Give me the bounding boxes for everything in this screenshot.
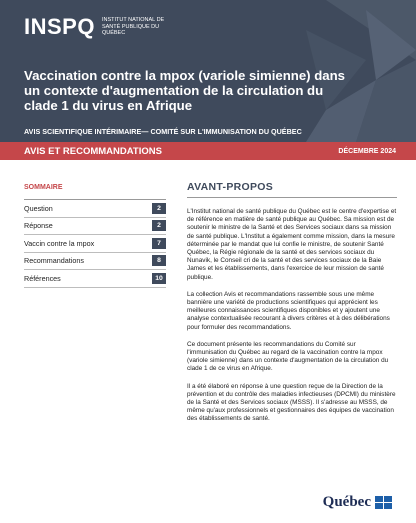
paragraph: Ce document présente les recommandations du Comité sur l'immunisation du Québec au regard de la vaccination contre la mpox (variole simienne) dans un contexte d'augmentation de la circulation du clade 1 de ce virus en Afrique.	[187, 340, 389, 373]
section-title: AVANT-PROPOS	[187, 181, 397, 198]
toc-item-label: Recommandations	[24, 256, 84, 266]
toc-item-label: Vaccin contre la mpox	[24, 238, 95, 248]
paragraph: L'Institut national de santé publique du Québec est le centre d'expertise et de référence en matière de santé publique au Québec. Sa mission est de soutenir le ministre de la Santé et des Services sociaux dans sa mission de santé publique. L'Institut a également comme mission, dans la mesure déterminée par le mandat que lui confie le ministre, de soutenir Santé Québec, la Régie régionale de la santé et des services sociaux du Nunavik, le Conseil cri de la santé et des services sociaux de la Baie James et les établissements, dans l'exercice de leur mission de santé publique.	[187, 208, 397, 281]
toc-item[interactable]	[24, 235, 166, 253]
collection-name: AVIS ET RECOMMANDATIONS	[24, 145, 162, 157]
toc-title: SOMMAIRE	[24, 184, 166, 200]
collection-band	[0, 142, 416, 160]
toc-page-number: 7	[152, 238, 166, 249]
toc-page-number: 2	[152, 203, 166, 214]
document-subtitle: AVIS SCIENTIFIQUE INTÉRIMAIRE— COMITÉ SUR L'IMMUNISATION DU QUÉBEC	[24, 127, 302, 136]
logo-mark: INSPQ	[24, 14, 95, 39]
quebec-logo	[323, 494, 392, 511]
toc-page-number: 2	[152, 220, 166, 231]
toc-item[interactable]	[24, 200, 166, 218]
toc-page-number: 8	[152, 255, 166, 266]
toc-item[interactable]	[24, 270, 166, 288]
inspq-logo	[24, 14, 180, 40]
quebec-wordmark: Québec	[322, 494, 371, 510]
quebec-flag-icon	[375, 496, 392, 509]
foreword-section	[187, 181, 397, 433]
logo-subtitle: INSTITUT NATIONAL DE SANTÉ PUBLIQUE DU QUÉBEC	[101, 17, 165, 37]
document-title: Vaccination contre la mpox (variole simienne) dans un contexte d'augmentation de la circulation du clade 1 du virus en Afrique	[24, 68, 345, 113]
paragraph: Il a été élaboré en réponse à une question reçue de la Direction de la prévention et du contrôle des maladies infectieuses (DPCMI) du ministère de la Santé et des Services sociaux (MSSS). Il s'adresse au MSSS, de même qu'aux professionnels et gestionnaires des équipes de vaccination des établissements de santé.	[187, 382, 396, 423]
paragraph: La collection Avis et recommandations rassemble sous une même bannière une variété de productions scientifiques qui apprécient les meilleures connaissances scientifiques disponibles et y ajoutent une analyse contextualisée recourant à divers critères et à des délibérations pour formuler des recommandations.	[187, 290, 390, 331]
publication-date: DÉCEMBRE 2024	[338, 147, 396, 155]
toc-item-label: Réponse	[24, 221, 53, 231]
cover-header	[0, 0, 416, 142]
toc-item[interactable]	[24, 253, 166, 271]
table-of-contents	[24, 184, 166, 288]
toc-item[interactable]	[24, 218, 166, 236]
toc-item-label: Question	[24, 203, 53, 213]
toc-item-label: Références	[24, 273, 61, 283]
toc-page-number: 10	[152, 273, 166, 284]
